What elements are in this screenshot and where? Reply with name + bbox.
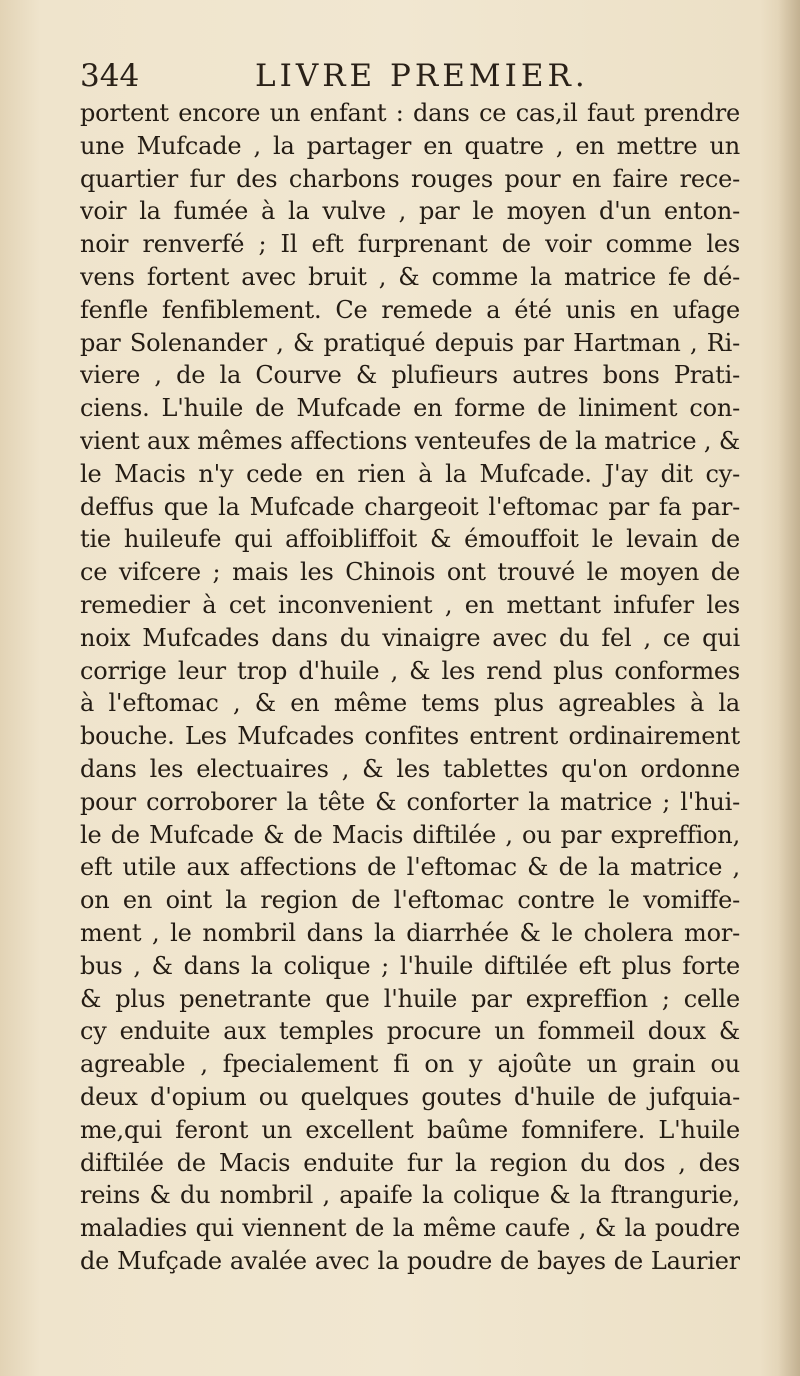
text-line: dans les electuaires , & les tablettes qu'on ordonne — [80, 754, 740, 783]
text-line: agreable , fpecialement fi on y ajoûte un grain ou — [80, 1050, 740, 1079]
text-line: le de Mufcade & de Macis diftilée , ou par expreffion, — [80, 820, 740, 849]
text-line: une Mufcade , la partager en quatre , en mettre un — [80, 131, 740, 160]
text-line: ciens. L'huile de Mufcade en forme de liniment con- — [80, 394, 740, 423]
text-line: noix Mufcades dans du vinaigre avec du fel , ce qui — [80, 623, 740, 652]
page-gutter-shadow — [778, 0, 800, 1376]
text-line: noir renverfé ; Il eft furprenant de voir comme les — [80, 230, 740, 259]
text-line: ment , le nombril dans la diarrhée & le cholera mor- — [80, 918, 740, 947]
text-line: fenfle fenfiblement. Ce remede a été unis en ufage — [80, 295, 740, 324]
text-line: remedier à cet inconvenient , en mettant infufer les — [80, 590, 740, 619]
text-line: par Solenander , & pratiqué depuis par Hartman , Ri- — [80, 328, 740, 357]
text-line: maladies qui viennent de la même caufe , & la poudre — [80, 1214, 740, 1243]
running-head: LIVRE PREMIER. — [255, 58, 589, 94]
text-line: quartier fur des charbons rouges pour en faire rece- — [80, 164, 740, 193]
text-line: portent encore un enfant : dans ce cas,il faut prendre — [80, 99, 740, 127]
text-line: tie huileufe qui affoibliffoit & émouffoit le levain de — [80, 525, 740, 554]
text-line: eft utile aux affections de l'eftomac & de la matrice , — [80, 853, 740, 882]
text-line: le Macis n'y cede en rien à la Mufcade. J'ay dit cy- — [80, 459, 740, 488]
text-line: ce vifcere ; mais les Chinois ont trouvé le moyen de — [80, 558, 740, 587]
text-line: cy enduite aux temples procure un fommeil doux & — [80, 1017, 740, 1046]
text-line: de Mufçade avalée avec la poudre de bayes de Laurier — [80, 1246, 740, 1275]
text-line: voir la fumée à la vulve , par le moyen d'un enton- — [80, 197, 740, 226]
text-line: deffus que la Mufcade chargeoit l'eftomac par fa par- — [80, 492, 740, 521]
text-line: corrige leur trop d'huile , & les rend plus conformes — [80, 656, 740, 685]
text-line: viere , de la Courve & plufieurs autres bons Prati- — [80, 361, 740, 390]
text-line: à l'eftomac , & en même tems plus agreables à la — [80, 689, 740, 718]
body-text — [80, 97, 740, 1278]
text-line: & plus penetrante que l'huile par expreffion ; celle — [80, 984, 740, 1013]
page-header — [80, 56, 740, 96]
page-number: 344 — [80, 58, 140, 94]
text-line: reins & du nombril , apaife la colique & la ftrangurie, — [80, 1181, 740, 1210]
text-line: bus , & dans la colique ; l'huile diftilée eft plus forte — [80, 951, 740, 980]
text-line: vient aux mêmes affections venteufes de la matrice , & — [80, 426, 740, 455]
text-line: pour corroborer la tête & conforter la matrice ; l'hui- — [80, 787, 740, 816]
text-line: diftilée de Macis enduite fur la region du dos , des — [80, 1148, 740, 1177]
text-line: vens fortent avec bruit , & comme la matrice fe dé- — [80, 262, 740, 291]
text-line: me,qui feront un excellent baûme fomnifere. L'huile — [80, 1115, 740, 1144]
text-line: bouche. Les Mufcades confites entrent ordinairement — [80, 722, 740, 751]
text-line: deux d'opium ou quelques goutes d'huile de jufquia- — [80, 1082, 740, 1111]
text-line: on en oint la region de l'eftomac contre le vomiffe- — [80, 886, 740, 915]
